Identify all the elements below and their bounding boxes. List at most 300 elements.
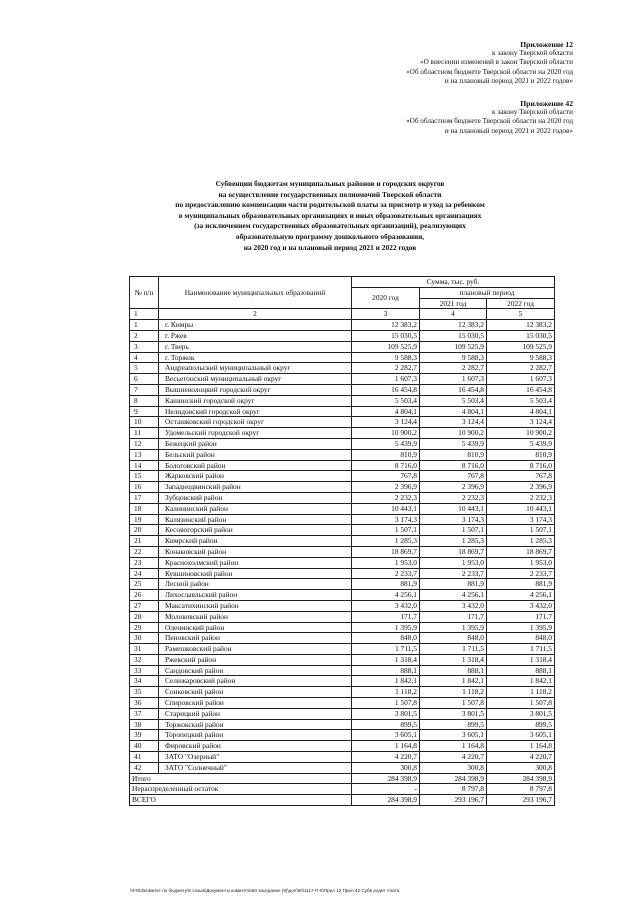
value-2021: 4 220,7 xyxy=(420,752,487,763)
value-2022: 10 443,1 xyxy=(487,503,555,514)
header-2020: 2020 год xyxy=(352,287,420,309)
grand-total-label: ВСЕГО xyxy=(130,795,352,806)
table-row xyxy=(130,622,555,633)
row-number: 4 xyxy=(130,352,159,363)
row-number: 14 xyxy=(130,460,159,471)
value-2020: 888,1 xyxy=(352,665,420,676)
value-2021: 1 318,4 xyxy=(420,654,487,665)
unallocated-2021: 8 797,8 xyxy=(420,784,487,795)
value-2022: 2 396,9 xyxy=(487,482,555,493)
value-2020: 1 118,2 xyxy=(352,687,420,698)
annex-line: и на плановый период 2021 и 2022 годов» xyxy=(444,126,573,135)
value-2021: 1 164,8 xyxy=(420,741,487,752)
row-number: 8 xyxy=(130,395,159,406)
row-number: 13 xyxy=(130,449,159,460)
municipality-name: Ржевский район xyxy=(159,654,352,665)
municipality-name: Западнодвинский район xyxy=(159,482,352,493)
row-number: 12 xyxy=(130,438,159,449)
grand-total-row xyxy=(130,795,555,806)
file-path-footer: \\Fs03\комитет по бюджету\6 созыв\Документы комитета\60 заседание (9)\доп\60\1117-П-6\Прил 12 Прил 42 Субв родит плата xyxy=(130,888,400,893)
row-number: 36 xyxy=(130,698,159,709)
unallocated-2020: - xyxy=(352,784,420,795)
value-2020: 3 174,3 xyxy=(352,514,420,525)
table-footer xyxy=(130,773,555,805)
municipality-name: Удомельский городской округ xyxy=(159,428,352,439)
value-2021: 1 118,2 xyxy=(420,687,487,698)
col-number: 5 xyxy=(487,309,555,320)
title-line: на осуществление государственных полномочий Тверской области xyxy=(218,189,442,199)
table-row xyxy=(130,719,555,730)
value-2021: 899,5 xyxy=(420,719,487,730)
table-row xyxy=(130,676,555,687)
header-sum: Сумма, тыс. руб. xyxy=(352,277,555,288)
value-2022: 1 953,0 xyxy=(487,557,555,568)
value-2020: 171,7 xyxy=(352,611,420,622)
municipality-name: Калининский район xyxy=(159,503,352,514)
total-row xyxy=(130,773,555,784)
annex-line: к закону Тверской области xyxy=(491,49,573,58)
row-number: 34 xyxy=(130,676,159,687)
value-2022: 1 507,1 xyxy=(487,525,555,536)
value-2020: 18 869,7 xyxy=(352,546,420,557)
municipality-name: Кесовогорский район xyxy=(159,525,352,536)
value-2022: 8 716,0 xyxy=(487,460,555,471)
table-row xyxy=(130,460,555,471)
annex-12-header xyxy=(406,40,573,86)
value-2020: 1 842,1 xyxy=(352,676,420,687)
row-number: 2 xyxy=(130,330,159,341)
table-row xyxy=(130,428,555,439)
value-2021: 1 395,9 xyxy=(420,622,487,633)
document-title xyxy=(140,179,520,253)
value-2020: 8 716,0 xyxy=(352,460,420,471)
value-2022: 10 900,2 xyxy=(487,428,555,439)
value-2020: 5 503,4 xyxy=(352,395,420,406)
municipality-name: Кимрский район xyxy=(159,536,352,547)
value-2020: 2 232,3 xyxy=(352,492,420,503)
municipality-name: Конаковский район xyxy=(159,546,352,557)
table-row xyxy=(130,449,555,460)
table-row xyxy=(130,406,555,417)
value-2020: 4 220,7 xyxy=(352,752,420,763)
col-number: 1 xyxy=(130,309,159,320)
table-row xyxy=(130,417,555,428)
value-2021: 1 711,5 xyxy=(420,644,487,655)
value-2021: 2 232,3 xyxy=(420,492,487,503)
row-number: 41 xyxy=(130,752,159,763)
value-2021: 1 842,1 xyxy=(420,676,487,687)
value-2020: 1 607,3 xyxy=(352,374,420,385)
value-2022: 3 432,0 xyxy=(487,600,555,611)
value-2022: 767,8 xyxy=(487,471,555,482)
table-row xyxy=(130,320,555,331)
table-row xyxy=(130,341,555,352)
row-number: 3 xyxy=(130,341,159,352)
value-2021: 1 953,0 xyxy=(420,557,487,568)
value-2021: 3 801,5 xyxy=(420,708,487,719)
annex-line: «Об областном бюджете Тверской области на 2020 год xyxy=(406,67,573,76)
value-2021: 1 607,3 xyxy=(420,374,487,385)
municipality-name: Селижаровский район xyxy=(159,676,352,687)
grand-total-2022: 293 196,7 xyxy=(487,795,555,806)
value-2020: 899,5 xyxy=(352,719,420,730)
header-2022: 2022 год xyxy=(487,298,555,309)
row-number: 31 xyxy=(130,644,159,655)
value-2020: 9 588,3 xyxy=(352,352,420,363)
annex-line: и на плановый период 2021 и 2022 годов» xyxy=(444,76,573,85)
table-body xyxy=(130,320,555,773)
table-row xyxy=(130,708,555,719)
table-row xyxy=(130,395,555,406)
table-row xyxy=(130,557,555,568)
value-2020: 3 801,5 xyxy=(352,708,420,719)
municipality-name: Старицкий район xyxy=(159,708,352,719)
table-row xyxy=(130,330,555,341)
row-number: 6 xyxy=(130,374,159,385)
value-2021: 12 383,2 xyxy=(420,320,487,331)
value-2020: 4 256,1 xyxy=(352,590,420,601)
row-number: 27 xyxy=(130,600,159,611)
municipality-name: Торжокский район xyxy=(159,719,352,730)
value-2022: 5 439,9 xyxy=(487,438,555,449)
value-2022: 1 607,3 xyxy=(487,374,555,385)
table-header xyxy=(130,277,555,320)
municipality-name: г. Ржев xyxy=(159,330,352,341)
subsidy-table xyxy=(129,276,555,806)
municipality-name: г. Кимры xyxy=(159,320,352,331)
value-2020: 1 318,4 xyxy=(352,654,420,665)
value-2021: 3 605,1 xyxy=(420,730,487,741)
value-2020: 1 711,5 xyxy=(352,644,420,655)
annex-title: Приложение 42 xyxy=(520,99,573,108)
table-row xyxy=(130,654,555,665)
row-number: 42 xyxy=(130,762,159,773)
row-number: 39 xyxy=(130,730,159,741)
value-2020: 10 900,2 xyxy=(352,428,420,439)
title-line: на 2020 год и на плановый период 2021 и 2022 годов xyxy=(243,242,417,252)
value-2020: 767,8 xyxy=(352,471,420,482)
table-row xyxy=(130,352,555,363)
municipality-name: Жарковский район xyxy=(159,471,352,482)
value-2021: 18 869,7 xyxy=(420,546,487,557)
value-2020: 2 396,9 xyxy=(352,482,420,493)
table-row xyxy=(130,503,555,514)
municipality-name: г. Торжок xyxy=(159,352,352,363)
value-2022: 2 232,3 xyxy=(487,492,555,503)
value-2022: 12 383,2 xyxy=(487,320,555,331)
table-row xyxy=(130,730,555,741)
municipality-name: Фировский район xyxy=(159,741,352,752)
municipality-name: Андреапольский муниципальный округ xyxy=(159,363,352,374)
value-2022: 848,0 xyxy=(487,633,555,644)
value-2021: 4 256,1 xyxy=(420,590,487,601)
value-2021: 3 174,3 xyxy=(420,514,487,525)
value-2022: 2 233,7 xyxy=(487,568,555,579)
value-2021: 888,1 xyxy=(420,665,487,676)
value-2022: 3 801,5 xyxy=(487,708,555,719)
row-number: 11 xyxy=(130,428,159,439)
value-2022: 899,5 xyxy=(487,719,555,730)
value-2020: 3 605,1 xyxy=(352,730,420,741)
value-2022: 5 503,4 xyxy=(487,395,555,406)
row-number: 18 xyxy=(130,503,159,514)
municipality-name: Кувшиновский район xyxy=(159,568,352,579)
table-row xyxy=(130,579,555,590)
value-2020: 881,9 xyxy=(352,579,420,590)
annex-42-header xyxy=(406,99,573,136)
col-number: 3 xyxy=(352,309,420,320)
table-row xyxy=(130,525,555,536)
value-2021: 4 804,1 xyxy=(420,406,487,417)
table-row xyxy=(130,665,555,676)
municipality-name: Бологовский район xyxy=(159,460,352,471)
title-line: Субвенции бюджетам муниципальных районов и городских округов xyxy=(215,179,445,188)
grand-total-2021: 293 196,7 xyxy=(420,795,487,806)
value-2021: 1 507,8 xyxy=(420,698,487,709)
value-2022: 1 507,8 xyxy=(487,698,555,709)
row-number: 7 xyxy=(130,384,159,395)
value-2022: 109 525,9 xyxy=(487,341,555,352)
value-2022: 18 869,7 xyxy=(487,546,555,557)
municipality-name: Вышневолоцкий городской округ xyxy=(159,384,352,395)
total-2020: 284 398,9 xyxy=(352,773,420,784)
table-row xyxy=(130,611,555,622)
value-2022: 888,1 xyxy=(487,665,555,676)
value-2022: 1 118,2 xyxy=(487,687,555,698)
municipality-name: Бежецкий район xyxy=(159,438,352,449)
municipality-name: Осташковский городской округ xyxy=(159,417,352,428)
municipality-name: Лесной район xyxy=(159,579,352,590)
municipality-name: Бельский район xyxy=(159,449,352,460)
value-2020: 10 443,1 xyxy=(352,503,420,514)
municipality-name: Пеновский район xyxy=(159,633,352,644)
value-2022: 1 164,8 xyxy=(487,741,555,752)
value-2022: 3 605,1 xyxy=(487,730,555,741)
value-2021: 10 443,1 xyxy=(420,503,487,514)
unallocated-label: Нераспределенный остаток xyxy=(130,784,352,795)
value-2020: 5 439,9 xyxy=(352,438,420,449)
table-row xyxy=(130,752,555,763)
table-row xyxy=(130,762,555,773)
row-number: 23 xyxy=(130,557,159,568)
value-2022: 810,9 xyxy=(487,449,555,460)
header-planned: плановый период xyxy=(420,287,555,298)
annex-line: «Об областном бюджете Тверской области на 2020 год xyxy=(406,117,573,126)
value-2021: 1 285,3 xyxy=(420,536,487,547)
value-2020: 109 525,9 xyxy=(352,341,420,352)
col-number: 2 xyxy=(159,309,352,320)
table-row xyxy=(130,374,555,385)
value-2021: 848,0 xyxy=(420,633,487,644)
value-2022: 4 256,1 xyxy=(487,590,555,601)
municipality-name: Кашинский городской округ xyxy=(159,395,352,406)
table-row xyxy=(130,741,555,752)
row-number: 30 xyxy=(130,633,159,644)
table-row xyxy=(130,471,555,482)
value-2021: 8 716,0 xyxy=(420,460,487,471)
value-2022: 1 711,5 xyxy=(487,644,555,655)
row-number: 28 xyxy=(130,611,159,622)
municipality-name: Нелидовский городской округ xyxy=(159,406,352,417)
value-2021: 9 588,3 xyxy=(420,352,487,363)
value-2020: 2 233,7 xyxy=(352,568,420,579)
total-label: Итого xyxy=(130,773,352,784)
table-row xyxy=(130,644,555,655)
value-2022: 171,7 xyxy=(487,611,555,622)
row-number: 15 xyxy=(130,471,159,482)
row-number: 25 xyxy=(130,579,159,590)
row-number: 1 xyxy=(130,320,159,331)
row-number: 9 xyxy=(130,406,159,417)
title-line: в муниципальных образовательных организациях и иных образовательных организациях xyxy=(178,210,482,220)
municipality-name: Молоковский район xyxy=(159,611,352,622)
value-2021: 5 503,4 xyxy=(420,395,487,406)
value-2022: 1 395,9 xyxy=(487,622,555,633)
value-2022: 1 285,3 xyxy=(487,536,555,547)
municipality-name: Лихославльский район xyxy=(159,590,352,601)
value-2020: 3 432,0 xyxy=(352,600,420,611)
table-row xyxy=(130,363,555,374)
table-row xyxy=(130,438,555,449)
table-row xyxy=(130,492,555,503)
municipality-name: г. Тверь xyxy=(159,341,352,352)
value-2021: 5 439,9 xyxy=(420,438,487,449)
value-2021: 10 900,2 xyxy=(420,428,487,439)
municipality-name: ЗАТО "Солнечный" xyxy=(159,762,352,773)
row-number: 19 xyxy=(130,514,159,525)
table-row xyxy=(130,600,555,611)
value-2020: 300,8 xyxy=(352,762,420,773)
col-number: 4 xyxy=(420,309,487,320)
table-row xyxy=(130,698,555,709)
value-2020: 12 383,2 xyxy=(352,320,420,331)
table-row xyxy=(130,568,555,579)
municipality-name: Сандовский район xyxy=(159,665,352,676)
value-2021: 3 124,4 xyxy=(420,417,487,428)
annex-line: к закону Тверской области xyxy=(491,108,573,117)
value-2020: 1 507,1 xyxy=(352,525,420,536)
value-2022: 3 124,4 xyxy=(487,417,555,428)
row-number: 37 xyxy=(130,708,159,719)
value-2022: 3 174,3 xyxy=(487,514,555,525)
value-2020: 810,9 xyxy=(352,449,420,460)
row-number: 16 xyxy=(130,482,159,493)
value-2021: 2 396,9 xyxy=(420,482,487,493)
row-number: 38 xyxy=(130,719,159,730)
value-2022: 15 030,5 xyxy=(487,330,555,341)
value-2021: 171,7 xyxy=(420,611,487,622)
total-2022: 284 398,9 xyxy=(487,773,555,784)
total-2021: 284 398,9 xyxy=(420,773,487,784)
value-2021: 109 525,9 xyxy=(420,341,487,352)
row-number: 33 xyxy=(130,665,159,676)
table-row xyxy=(130,546,555,557)
table-row xyxy=(130,687,555,698)
value-2020: 1 953,0 xyxy=(352,557,420,568)
value-2020: 1 285,3 xyxy=(352,536,420,547)
value-2020: 2 282,7 xyxy=(352,363,420,374)
municipality-name: Зубцовский район xyxy=(159,492,352,503)
row-number: 32 xyxy=(130,654,159,665)
title-line: образовательную программу дошкольного образования, xyxy=(235,231,425,241)
value-2020: 3 124,4 xyxy=(352,417,420,428)
row-number: 10 xyxy=(130,417,159,428)
table-row xyxy=(130,384,555,395)
value-2022: 1 842,1 xyxy=(487,676,555,687)
table-row xyxy=(130,536,555,547)
header-2021: 2021 год xyxy=(420,298,487,309)
value-2021: 1 507,1 xyxy=(420,525,487,536)
value-2020: 16 454,8 xyxy=(352,384,420,395)
annex-line: «О внесении изменений в закон Тверской области xyxy=(419,58,573,67)
value-2021: 15 030,5 xyxy=(420,330,487,341)
municipality-name: Рамешковский район xyxy=(159,644,352,655)
row-number: 35 xyxy=(130,687,159,698)
title-line: по предоставлению компенсации части родительской платы за присмотр и уход за ребенком xyxy=(175,200,485,210)
value-2021: 3 432,0 xyxy=(420,600,487,611)
value-2020: 4 804,1 xyxy=(352,406,420,417)
annex-title: Приложение 12 xyxy=(520,40,573,49)
value-2020: 15 030,5 xyxy=(352,330,420,341)
value-2022: 9 588,3 xyxy=(487,352,555,363)
municipality-name: Калязинский район xyxy=(159,514,352,525)
value-2021: 16 454,8 xyxy=(420,384,487,395)
header-num: № п/п xyxy=(130,277,159,309)
municipality-name: ЗАТО "Озерный" xyxy=(159,752,352,763)
value-2022: 1 318,4 xyxy=(487,654,555,665)
municipality-name: Оленинский район xyxy=(159,622,352,633)
municipality-name: Сонковский район xyxy=(159,687,352,698)
table-row xyxy=(130,482,555,493)
value-2021: 300,8 xyxy=(420,762,487,773)
value-2022: 2 282,7 xyxy=(487,363,555,374)
value-2021: 2 282,7 xyxy=(420,363,487,374)
row-number: 29 xyxy=(130,622,159,633)
table-row xyxy=(130,633,555,644)
row-number: 40 xyxy=(130,741,159,752)
value-2021: 881,9 xyxy=(420,579,487,590)
value-2022: 4 220,7 xyxy=(487,752,555,763)
row-number: 20 xyxy=(130,525,159,536)
value-2020: 1 164,8 xyxy=(352,741,420,752)
municipality-name: Весьегонский муниципальный округ xyxy=(159,374,352,385)
value-2022: 881,9 xyxy=(487,579,555,590)
row-number: 5 xyxy=(130,363,159,374)
municipality-name: Максатихинский район xyxy=(159,600,352,611)
unallocated-row xyxy=(130,784,555,795)
value-2022: 300,8 xyxy=(487,762,555,773)
value-2020: 848,0 xyxy=(352,633,420,644)
row-number: 21 xyxy=(130,536,159,547)
municipality-name: Краснохолмский район xyxy=(159,557,352,568)
municipality-name: Спировский район xyxy=(159,698,352,709)
header-name: Наименование муниципальных образований xyxy=(159,277,352,309)
title-line: (за исключением государственных образовательных организаций), реализующих xyxy=(194,221,466,231)
table-row xyxy=(130,590,555,601)
value-2021: 810,9 xyxy=(420,449,487,460)
value-2022: 16 454,8 xyxy=(487,384,555,395)
value-2022: 4 804,1 xyxy=(487,406,555,417)
table-row xyxy=(130,514,555,525)
value-2021: 767,8 xyxy=(420,471,487,482)
value-2020: 1 507,8 xyxy=(352,698,420,709)
row-number: 24 xyxy=(130,568,159,579)
unallocated-2022: 8 797,8 xyxy=(487,784,555,795)
grand-total-2020: 284 398,9 xyxy=(352,795,420,806)
municipality-name: Торопецкий район xyxy=(159,730,352,741)
row-number: 26 xyxy=(130,590,159,601)
row-number: 22 xyxy=(130,546,159,557)
